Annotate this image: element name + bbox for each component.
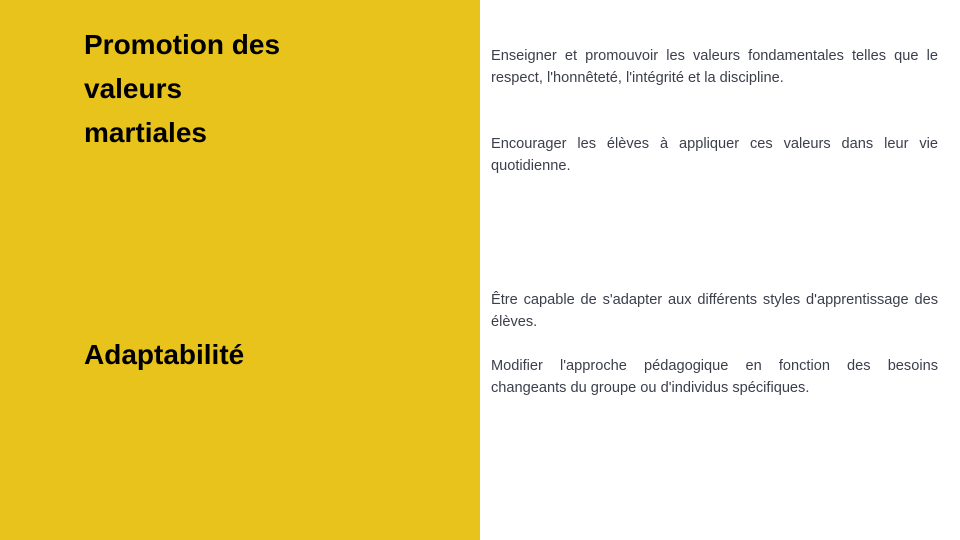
section-heading-adaptabilite: Adaptabilité	[84, 339, 245, 370]
paragraph-pedagogical-approach: Modifier l'approche pédagogique en fonction des besoins changeants du groupe ou d'individus spécifiques.	[491, 358, 938, 396]
paragraph-values-teaching: Enseigner et promouvoir les valeurs fondamentales telles que le respect, l'honnêteté, l'intégrité et la discipline.	[491, 48, 938, 86]
section-heading-promotion: Promotion des valeurs martiales	[84, 29, 281, 148]
paragraph-values-daily-life: Encourager les élèves à appliquer ces valeurs dans leur vie quotidienne.	[491, 136, 938, 174]
paragraph-learning-styles: Être capable de s'adapter aux différents styles d'apprentissage des élèves.	[491, 292, 938, 330]
